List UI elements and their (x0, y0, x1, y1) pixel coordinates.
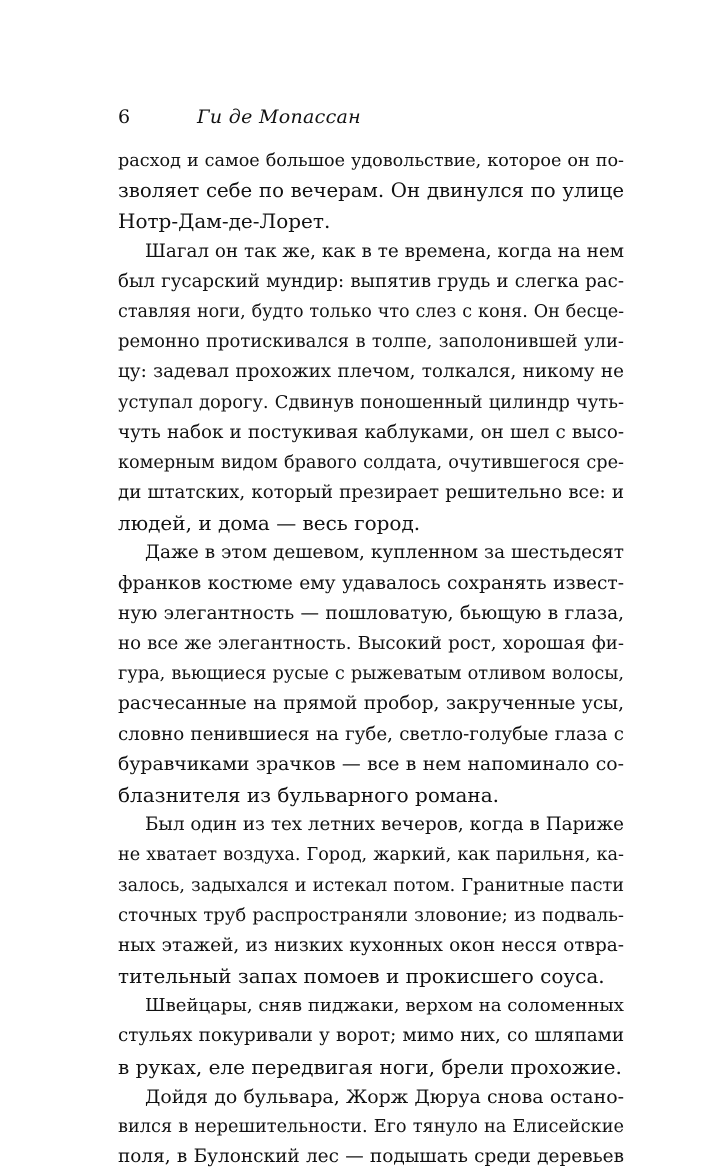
text-line: ставляя ноги, будто только что слез с коня. Он бесце- (118, 301, 624, 322)
text-line: буравчиками зрачков — все в нем напоминало со- (118, 753, 624, 775)
paragraph (118, 146, 624, 237)
text-line: цу: задевал прохожих плечом, толкался, никому не (118, 361, 624, 383)
text-line: Был один из тех летних вечеров, когда в Париже (145, 814, 624, 836)
text-line: людей, и дома — весь город. (118, 511, 421, 536)
text-line: словно пенившиеся на губе, светло-голубые глаза с (118, 723, 624, 745)
text-line: Даже в этом дешевом, купленном за шестьдесят (145, 542, 624, 564)
text-line: поля, в Булонский лес — подышать среди деревьев (118, 1146, 624, 1168)
text-line: был гусарский мундир: выпятив грудь и слегка рас- (118, 270, 624, 292)
text-line: расход и самое большое удовольствие, которое он по- (118, 151, 624, 171)
text-line: расчесанные на прямой пробор, закрученные усы, (118, 693, 624, 715)
text-line: уступал дорогу. Сдвинув поношенный цилиндр чуть- (118, 391, 624, 413)
text-line: ных этажей, из низких кухонных окон несся отвра- (118, 934, 624, 956)
text-line: комерным видом бравого солдата, очутившегося сре- (118, 452, 624, 473)
page-number: 6 (118, 106, 131, 128)
text-line: в руках, еле передвигая ноги, брели прохожие. (118, 1054, 622, 1079)
text-line: Нотр-Дам-де-Лорет. (118, 209, 331, 234)
paragraph (118, 810, 624, 991)
text-line: Шагал он так же, как в те времена, когда на нем (145, 240, 624, 262)
text-line: чуть набок и постукивая каблуками, он шел с высо- (118, 421, 624, 443)
text-line: но все же элегантность. Высокий рост, хорошая фи- (118, 633, 624, 654)
body-text (118, 146, 624, 1172)
running-head (118, 103, 638, 131)
text-line: Дойдя до бульвара, Жорж Дюруа снова остано- (145, 1085, 624, 1108)
text-line: не хватает воздуха. Город, жаркий, как парильня, ка- (118, 845, 624, 866)
text-line: сточных труб распространяли зловоние; из подваль- (118, 904, 624, 926)
text-line: франков костюме ему удавалось сохранять извест- (118, 572, 624, 594)
text-line: гура, вьющиеся русые с рыжеватым отливом волосы, (118, 664, 624, 685)
paragraph (118, 538, 624, 810)
text-line: ную элегантность — пошловатую, бьющую в глаза, (118, 602, 624, 624)
running-title: Ги де Мопассан (197, 106, 361, 128)
text-line: блазнителя из бульварного романа. (118, 782, 499, 807)
text-line: ремонно протискивался в толпе, заполонившей ули- (118, 331, 624, 353)
text-line: залось, задыхался и истекал потом. Гранитные пасти (118, 875, 624, 896)
text-line: вился в нерешительности. Его тянуло на Елисейские (118, 1117, 624, 1137)
text-line: зволяет себе по вечерам. Он двинулся по улице (118, 179, 624, 203)
paragraph (118, 1082, 624, 1172)
text-line: тительный запах помоев и прокисшего соуса. (118, 964, 605, 989)
text-line: ди штатских, который презирает решительно все: и (118, 482, 624, 504)
text-line: Швейцары, сняв пиджаки, верхом на соломенных (145, 995, 624, 1017)
paragraph (118, 991, 624, 1082)
text-line: стульях покуривали у ворот; мимо них, со шляпами (118, 1025, 624, 1047)
paragraph (118, 237, 624, 539)
